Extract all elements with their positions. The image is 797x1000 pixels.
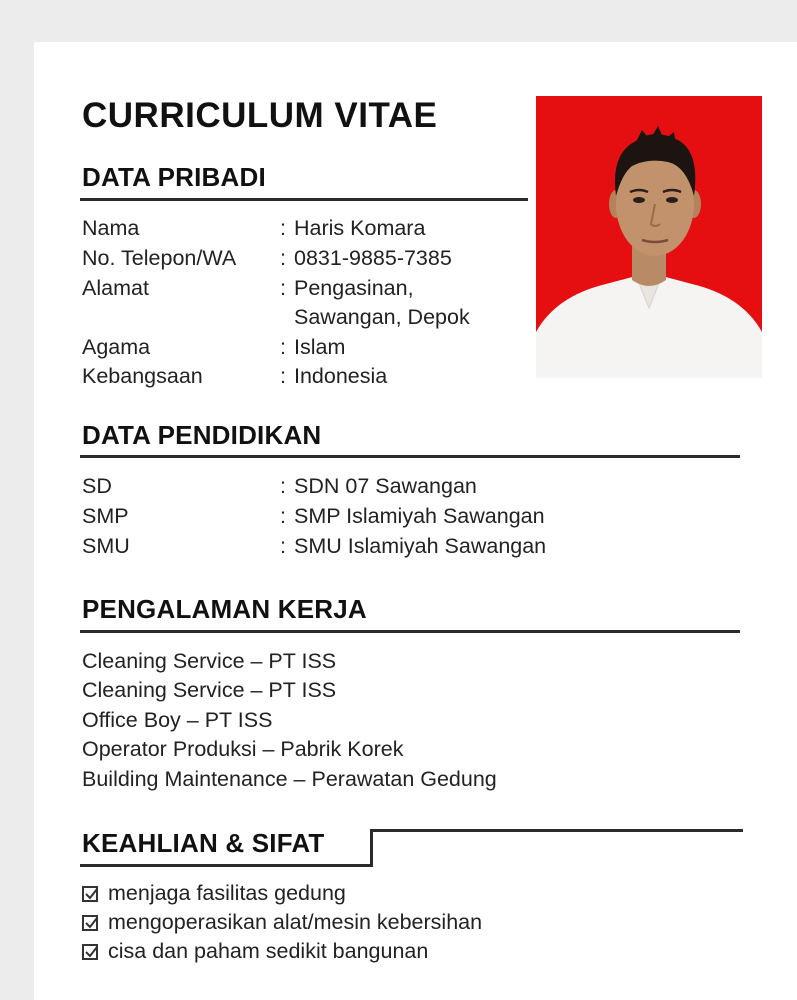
field-value: SDN 07 Sawangan — [294, 474, 477, 498]
field-value: 0831-9885-7385 — [294, 246, 452, 270]
field-label: SMU — [82, 534, 130, 558]
field-colon: : — [280, 246, 286, 270]
section-divider — [80, 864, 373, 867]
section-divider — [80, 630, 740, 633]
experience-item: Cleaning Service – PT ISS — [82, 678, 337, 702]
field-label: Alamat — [82, 276, 149, 300]
field-value: Pengasinan, — [294, 276, 414, 300]
field-value: Haris Komara — [294, 216, 426, 240]
experience-item: Office Boy – PT ISS — [82, 708, 273, 732]
section-bracket-decoration — [370, 829, 743, 866]
field-colon: : — [280, 276, 286, 300]
skill-item — [82, 881, 346, 906]
skill-label: cisa dan paham sedikit bangunan — [108, 939, 429, 963]
skill-label: menjaga fasilitas gedung — [108, 881, 346, 905]
field-label: Agama — [82, 335, 151, 359]
field-value: Sawangan, Depok — [294, 305, 470, 329]
field-colon: : — [280, 504, 286, 528]
field-colon: : — [280, 474, 286, 498]
field-colon: : — [280, 335, 286, 359]
field-value: Indonesia — [294, 364, 388, 388]
experience-item: Operator Produksi – Pabrik Korek — [82, 737, 404, 761]
experience-item: Building Maintenance – Perawatan Gedung — [82, 767, 497, 791]
profile-photo — [536, 96, 762, 378]
checkbox-checked-icon — [82, 944, 98, 960]
section-divider — [80, 198, 528, 201]
field-value: SMP Islamiyah Sawangan — [294, 504, 545, 528]
checkbox-checked-icon — [82, 886, 98, 902]
field-colon: : — [280, 216, 286, 240]
section-title-education: DATA PENDIDIKAN — [82, 420, 322, 450]
field-value: Islam — [294, 335, 346, 359]
checkbox-checked-icon — [82, 915, 98, 931]
field-colon: : — [280, 534, 286, 558]
field-label: SD — [82, 474, 112, 498]
section-title-personal: DATA PRIBADI — [82, 162, 266, 192]
section-title-experience: PENGALAMAN KERJA — [82, 594, 367, 624]
field-label: No. Telepon/WA — [82, 246, 237, 270]
experience-item: Cleaning Service – PT ISS — [82, 649, 337, 673]
skill-label: mengoperasikan alat/mesin kebersihan — [108, 910, 483, 934]
field-label: Nama — [82, 216, 140, 240]
skill-item — [82, 939, 428, 964]
document-title: CURRICULUM VITAE — [82, 96, 438, 135]
field-label: SMP — [82, 504, 129, 528]
section-divider — [80, 455, 740, 458]
section-title-skills: KEAHLIAN & SIFAT — [82, 828, 325, 858]
field-label: Kebangsaan — [82, 364, 203, 388]
field-value: SMU Islamiyah Sawangan — [294, 534, 547, 558]
skill-item — [82, 910, 482, 935]
field-colon: : — [280, 364, 286, 388]
